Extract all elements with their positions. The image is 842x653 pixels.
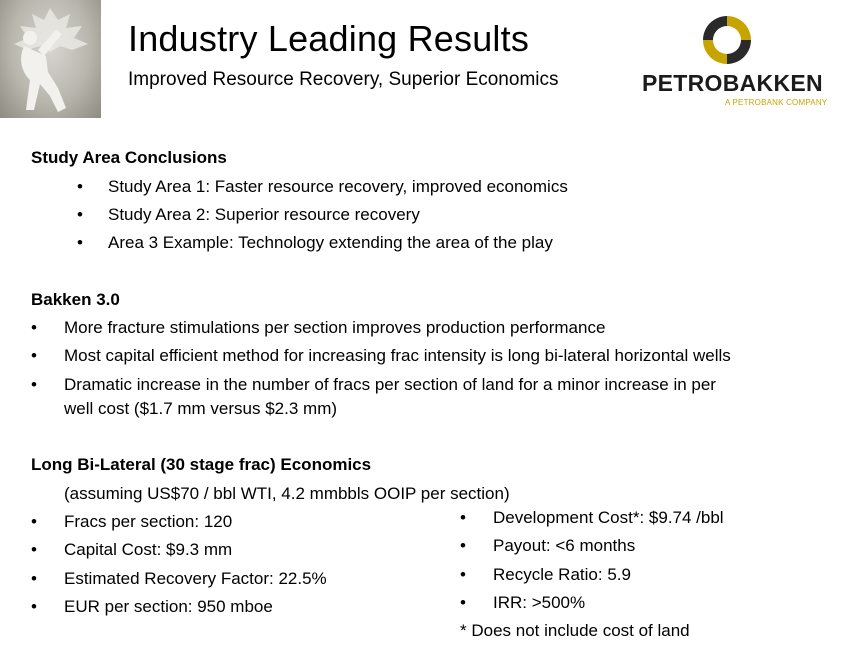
bakken-heading: Bakken 3.0 bbox=[31, 290, 120, 309]
economics-right-item: Recycle Ratio: 5.9 bbox=[493, 565, 631, 584]
petrobakken-logo bbox=[640, 10, 840, 110]
study-area-item: Study Area 2: Superior resource recovery bbox=[108, 205, 420, 224]
bullet-icon: • bbox=[77, 233, 83, 252]
economics-left-item: Estimated Recovery Factor: 22.5% bbox=[64, 569, 327, 588]
economics-assumption: (assuming US$70 / bbl WTI, 4.2 mmbbls OOIP per section) bbox=[64, 484, 510, 503]
cost-footnote: * Does not include cost of land bbox=[460, 621, 690, 640]
bullet-icon: • bbox=[460, 508, 466, 527]
bakken-item: Dramatic increase in the number of fracs per section of land for a minor increase in per bbox=[64, 375, 716, 394]
page-subtitle: Improved Resource Recovery, Superior Economics bbox=[128, 69, 559, 90]
bakken-item-continuation: well cost ($1.7 mm versus $2.3 mm) bbox=[64, 399, 338, 418]
bullet-icon: • bbox=[77, 205, 83, 224]
atlas-figure-image bbox=[0, 0, 101, 118]
bullet-icon: • bbox=[31, 375, 37, 394]
bakken-item: More fracture stimulations per section improves production performance bbox=[64, 318, 606, 337]
study-area-heading: Study Area Conclusions bbox=[31, 148, 227, 167]
economics-right-item: Development Cost*: $9.74 /bbl bbox=[493, 508, 724, 527]
bakken-item: Most capital efficient method for increasing frac intensity is long bi-lateral horizontal wells bbox=[64, 346, 731, 365]
economics-heading: Long Bi-Lateral (30 stage frac) Economics bbox=[31, 455, 372, 474]
logo-tagline: A PETROBANK COMPANY bbox=[725, 98, 828, 107]
bullet-icon: • bbox=[31, 569, 37, 588]
logo-brand-name: PETROBAKKEN bbox=[642, 70, 823, 96]
bullet-icon: • bbox=[460, 536, 466, 555]
economics-left-item: Capital Cost: $9.3 mm bbox=[64, 540, 233, 559]
bullet-icon: • bbox=[31, 512, 37, 531]
bullet-icon: • bbox=[31, 346, 37, 365]
bullet-icon: • bbox=[77, 177, 83, 196]
economics-left-item: EUR per section: 950 mboe bbox=[64, 597, 273, 616]
bullet-icon: • bbox=[460, 593, 466, 612]
page-title: Industry Leading Results bbox=[128, 18, 530, 59]
study-area-item: Area 3 Example: Technology extending the area of the play bbox=[108, 233, 553, 252]
bullet-icon: • bbox=[31, 318, 37, 337]
bullet-icon: • bbox=[31, 597, 37, 616]
economics-right-item: IRR: >500% bbox=[493, 593, 586, 612]
economics-right-item: Payout: <6 months bbox=[493, 536, 636, 555]
logo-mark-icon bbox=[699, 12, 755, 68]
bullet-icon: • bbox=[460, 565, 466, 584]
study-area-item: Study Area 1: Faster resource recovery, improved economics bbox=[108, 177, 568, 196]
bullet-icon: • bbox=[31, 540, 37, 559]
economics-left-item: Fracs per section: 120 bbox=[64, 512, 233, 531]
